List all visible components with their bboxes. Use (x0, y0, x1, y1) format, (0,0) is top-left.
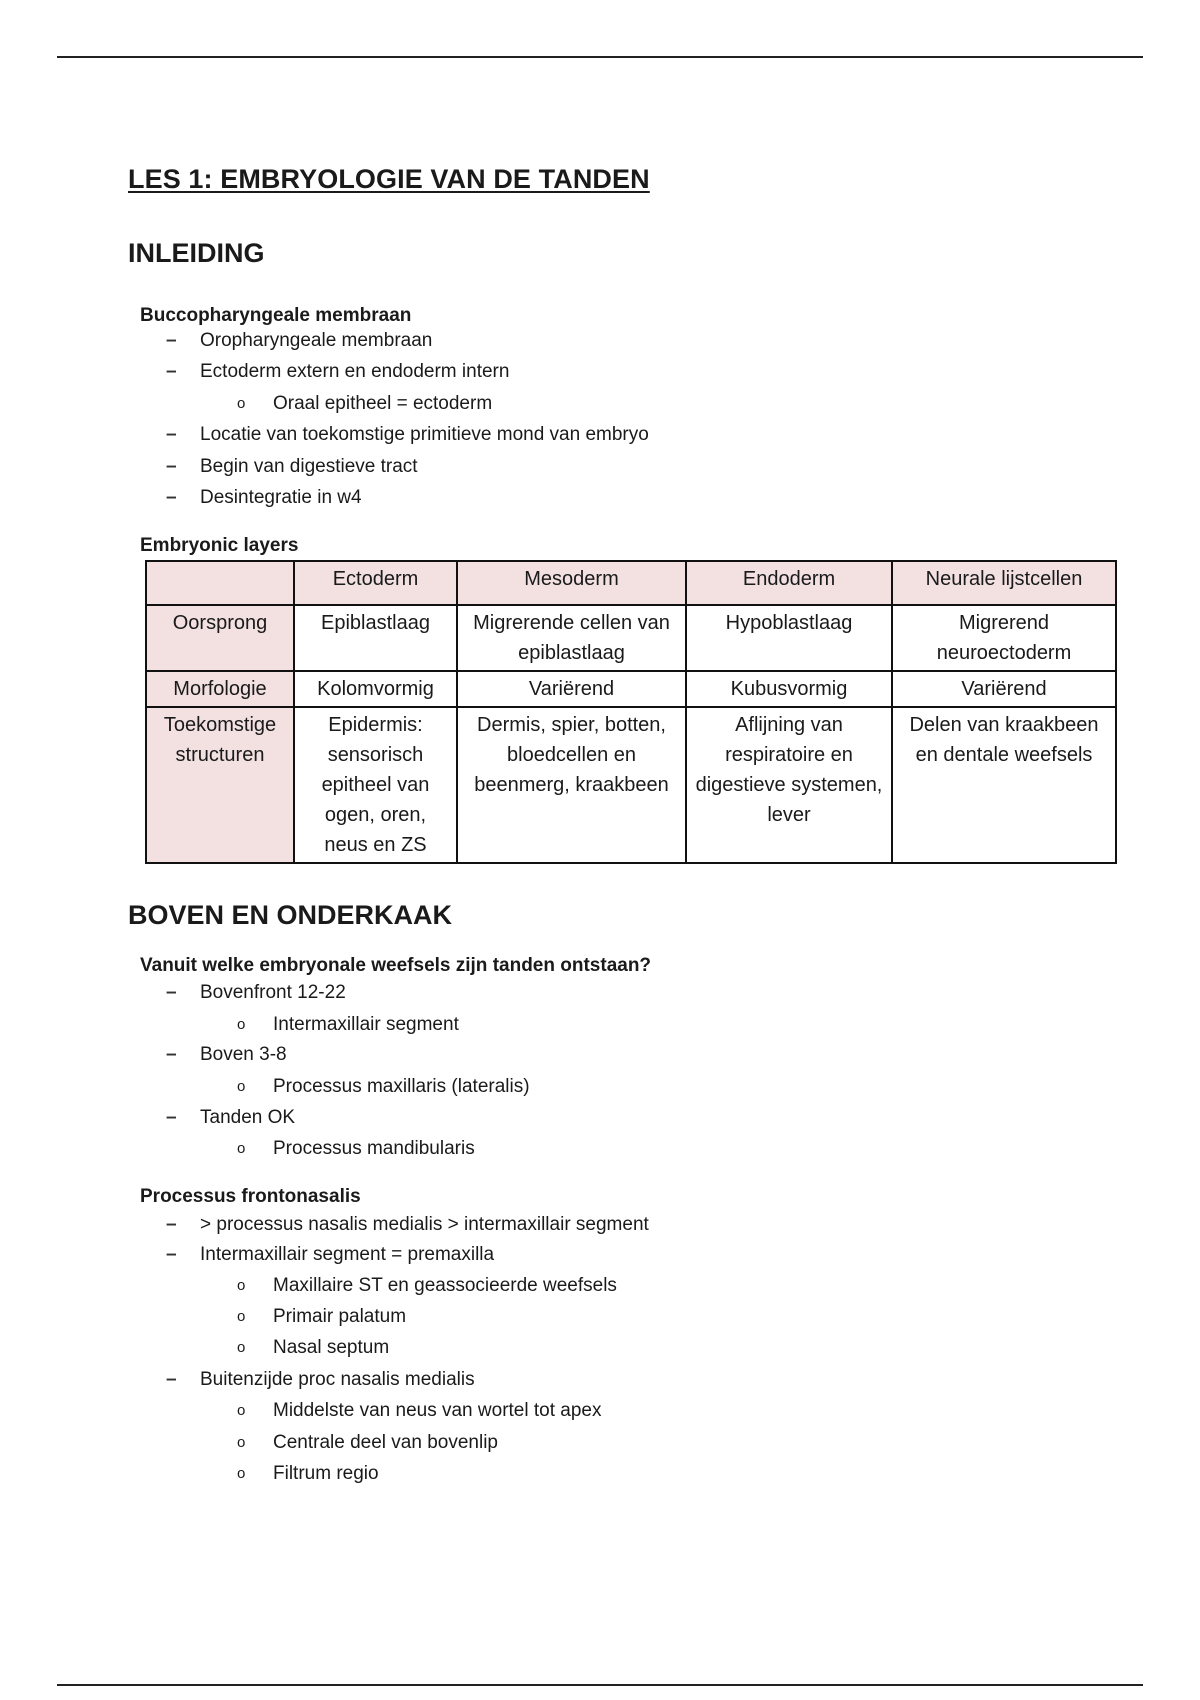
sub-list-item: o Maxillaire ST en geassocieerde weefsels (237, 1275, 617, 1296)
sub-list-item: o Centrale deel van bovenlip (237, 1432, 498, 1453)
table-row (146, 671, 1116, 707)
subheading-buccopharyngeale: Buccopharyngeale membraan (140, 305, 412, 326)
column-header: Neurale lijstcellen (892, 561, 1116, 605)
table-row (146, 605, 1116, 671)
list-item: – Intermaxillair segment = premaxilla (166, 1244, 495, 1265)
sub-list-item: o Nasal septum (237, 1337, 390, 1358)
subheading-processus-frontonasalis: Processus frontonasalis (140, 1186, 361, 1207)
table-header-row (146, 561, 1116, 605)
row-header: Toekomstige structuren (146, 707, 294, 863)
table-cell: Migrerend neuroectoderm (892, 605, 1116, 671)
table-cell: Delen van kraakbeen en dentale weefsels (892, 707, 1116, 863)
sub-list-item: o Primair palatum (237, 1306, 407, 1327)
table-cell: Epidermis: sensorisch epitheel van ogen, oren, neus en ZS (294, 707, 457, 863)
table-corner-cell (146, 561, 294, 605)
column-header: Ectoderm (294, 561, 457, 605)
header-rule (57, 56, 1143, 58)
list-item: – Desintegratie in w4 (166, 487, 362, 508)
table-cell: Hypoblastlaag (686, 605, 892, 671)
section-heading-inleiding: INLEIDING (128, 238, 265, 268)
list-item: – Tanden OK (166, 1107, 296, 1128)
list-item: – Locatie van toekomstige primitieve mond van embryo (166, 424, 649, 445)
list-item: – Oropharyngeale membraan (166, 330, 433, 351)
table-cell: Variërend (457, 671, 686, 707)
list-item: – Ectoderm extern en endoderm intern (166, 361, 510, 382)
list-item: – > processus nasalis medialis > intermaxillair segment (166, 1214, 649, 1235)
subheading-embryonale-weefsels: Vanuit welke embryonale weefsels zijn tanden ontstaan? (140, 955, 652, 976)
sub-list-item: o Middelste van neus van wortel tot apex (237, 1400, 602, 1421)
column-header: Endoderm (686, 561, 892, 605)
table-cell: Epiblastlaag (294, 605, 457, 671)
list-item: – Boven 3-8 (166, 1044, 287, 1065)
table-cell: Kubusvormig (686, 671, 892, 707)
list-item: – Bovenfront 12-22 (166, 982, 346, 1003)
list-item: – Begin van digestieve tract (166, 456, 418, 477)
sub-list-item: o Intermaxillair segment (237, 1014, 459, 1035)
table-cell: Migrerende cellen van epiblastlaag (457, 605, 686, 671)
row-header: Morfologie (146, 671, 294, 707)
section-heading-boven-en-onderkaak: BOVEN EN ONDERKAAK (128, 900, 453, 930)
footer-rule (57, 1684, 1143, 1686)
embryonic-layers-table (145, 560, 1117, 864)
sub-list-item: o Oraal epitheel = ectoderm (237, 393, 493, 414)
sub-list-item: o Processus mandibularis (237, 1138, 475, 1159)
list-item: – Buitenzijde proc nasalis medialis (166, 1369, 475, 1390)
table-cell: Dermis, spier, botten, bloedcellen en beenmerg, kraakbeen (457, 707, 686, 863)
sub-list-item: o Filtrum regio (237, 1463, 379, 1484)
table-row (146, 707, 1116, 863)
sub-list-item: o Processus maxillaris (lateralis) (237, 1076, 530, 1097)
table-cell: Kolomvormig (294, 671, 457, 707)
table-cell: Aflijning van respiratoire en digestieve systemen, lever (686, 707, 892, 863)
page-title: LES 1: EMBRYOLOGIE VAN DE TANDEN (128, 164, 650, 194)
row-header: Oorsprong (146, 605, 294, 671)
subheading-embryonic-layers: Embryonic layers (140, 535, 299, 556)
column-header: Mesoderm (457, 561, 686, 605)
table-cell: Variërend (892, 671, 1116, 707)
